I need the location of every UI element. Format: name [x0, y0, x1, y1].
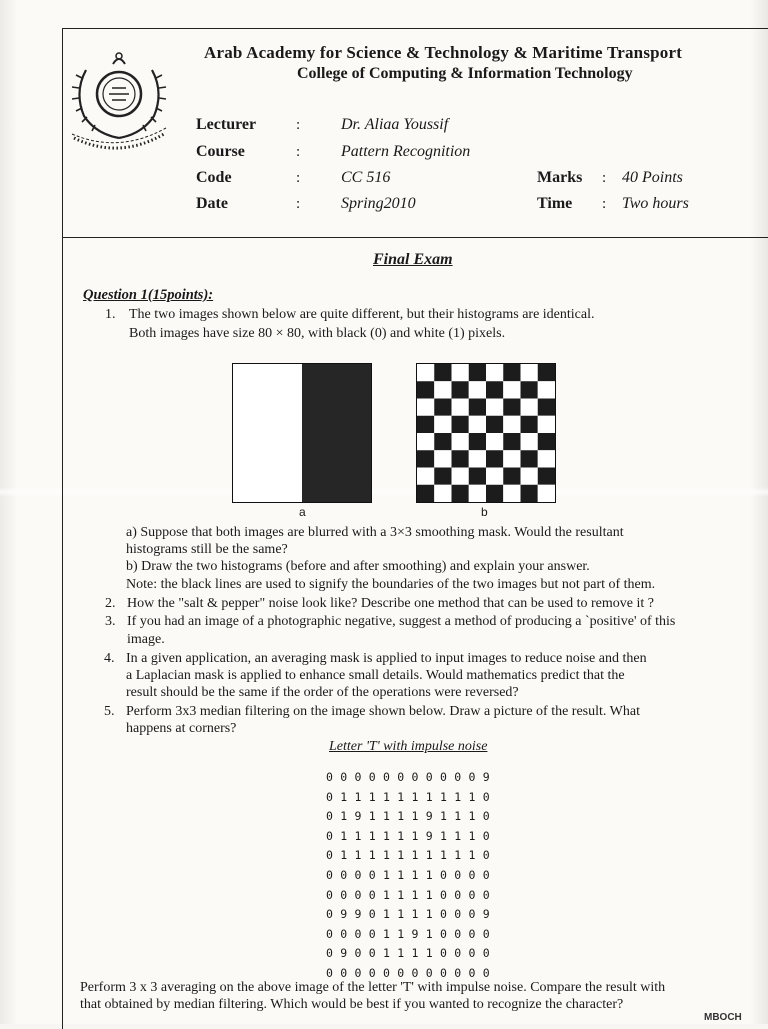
checker-square — [538, 485, 555, 502]
checker-square — [486, 364, 503, 381]
checker-square — [452, 433, 469, 450]
q4-line2: a Laplacian mask is applied to enhance small details. Would mathematics predict that the — [126, 668, 625, 683]
date-colon: : — [296, 196, 301, 212]
checker-square — [503, 416, 520, 433]
checker-square — [538, 433, 555, 450]
checker-square — [503, 381, 520, 398]
checker-square — [417, 381, 434, 398]
checker-square — [469, 450, 486, 467]
checker-square — [521, 381, 538, 398]
course-value: Pattern Recognition — [341, 143, 471, 160]
q1-line1: The two images shown below are quite different, but their histograms are identical. — [129, 307, 595, 322]
checker-square — [469, 416, 486, 433]
checker-square — [538, 399, 555, 416]
checker-square — [521, 433, 538, 450]
matrix-row: 0 1 1 1 1 1 1 1 1 1 1 0 — [326, 789, 490, 804]
q1-number: 1. — [105, 307, 116, 322]
q3-number: 3. — [105, 614, 116, 629]
checker-square — [417, 468, 434, 485]
checker-square — [486, 433, 503, 450]
corner-stamp: MBOCH — [704, 1012, 742, 1023]
image-a-half-black — [232, 363, 372, 503]
checker-square — [469, 433, 486, 450]
matrix-row: 0 1 1 1 1 1 1 1 1 1 1 0 — [326, 848, 490, 863]
checker-square — [417, 364, 434, 381]
marks-value: 40 Points — [622, 169, 683, 186]
matrix-row: 0 0 0 0 1 1 1 1 0 0 0 0 — [326, 867, 490, 882]
header-divider — [62, 237, 768, 238]
checker-square — [538, 416, 555, 433]
checker-square — [503, 485, 520, 502]
matrix-row: 0 1 1 1 1 1 1 9 1 1 1 0 — [326, 828, 490, 843]
time-label: Time — [537, 195, 573, 212]
checker-square — [452, 381, 469, 398]
code-label: Code — [196, 169, 232, 186]
checker-square — [538, 468, 555, 485]
checker-square — [503, 364, 520, 381]
time-colon: : — [602, 196, 607, 212]
q4-number: 4. — [104, 651, 115, 666]
checker-square — [486, 381, 503, 398]
final-line2: that obtained by median filtering. Which would be best if you wanted to recognize the character? — [80, 997, 624, 1012]
q5-number: 5. — [104, 704, 115, 719]
checker-square — [434, 450, 451, 467]
lecturer-label: Lecturer — [196, 116, 257, 133]
code-colon: : — [296, 170, 301, 186]
checker-square — [452, 485, 469, 502]
q1-note: Note: the black lines are used to signify the boundaries of the two images but not part of them. — [126, 577, 656, 592]
course-colon: : — [296, 144, 301, 160]
checker-square — [469, 399, 486, 416]
checker-square — [434, 485, 451, 502]
checker-square — [469, 381, 486, 398]
checker-square — [521, 416, 538, 433]
matrix-row: 0 1 9 1 1 1 1 9 1 1 1 0 — [326, 809, 490, 824]
noise-matrix-title: Letter 'T' with impulse noise — [329, 739, 488, 754]
checker-square — [486, 485, 503, 502]
matrix-row: 0 0 0 0 0 0 0 0 0 0 0 9 — [326, 770, 490, 784]
checker-square — [434, 399, 451, 416]
question-heading: Question 1(15points): — [83, 287, 214, 303]
caption-b: b — [481, 505, 488, 519]
image-b-checkerboard — [416, 363, 556, 503]
checker-square — [503, 450, 520, 467]
q4-line1: In a given application, an averaging mask is applied to input images to reduce noise and then — [126, 651, 647, 666]
checker-square — [417, 485, 434, 502]
q1-part-a-line1: a) Suppose that both images are blurred with a 3×3 smoothing mask. Would the resultant — [126, 525, 624, 540]
checker-square — [417, 416, 434, 433]
checker-square — [434, 416, 451, 433]
checker-square — [452, 416, 469, 433]
checker-square — [503, 468, 520, 485]
checker-square — [521, 468, 538, 485]
checker-square — [452, 468, 469, 485]
marks-colon: : — [602, 170, 607, 186]
checker-square — [521, 450, 538, 467]
q1-part-b: b) Draw the two histograms (before and after smoothing) and explain your answer. — [126, 559, 590, 574]
academy-logo — [66, 42, 172, 152]
institution-name: Arab Academy for Science & Technology & Maritime Transport — [204, 43, 683, 62]
q1-line2: Both images have size 80 × 80, with black (0) and white (1) pixels. — [129, 326, 506, 341]
checker-square — [452, 450, 469, 467]
matrix-row: 0 0 0 0 1 1 9 1 0 0 0 0 — [326, 926, 490, 941]
lecturer-colon: : — [296, 117, 301, 133]
q2-number: 2. — [105, 596, 116, 611]
q1-part-a-line2: histograms still be the same? — [126, 542, 288, 557]
checker-square — [503, 433, 520, 450]
checker-square — [417, 450, 434, 467]
exam-title: Final Exam — [373, 251, 453, 268]
checker-square — [503, 399, 520, 416]
noise-matrix — [326, 770, 490, 986]
caption-a: a — [299, 505, 306, 519]
final-line1: Perform 3 x 3 averaging on the above image of the letter 'T' with impulse noise. Compare the result with — [80, 980, 666, 995]
checker-square — [434, 364, 451, 381]
checker-square — [452, 364, 469, 381]
checker-square — [486, 416, 503, 433]
checker-square — [434, 433, 451, 450]
q5-line2: happens at corners? — [126, 721, 237, 736]
checker-square — [521, 485, 538, 502]
matrix-row: 0 9 0 0 1 1 1 1 0 0 0 0 — [326, 946, 490, 961]
q5-line1: Perform 3x3 median filtering on the image shown below. Draw a picture of the result. What — [126, 704, 640, 719]
code-value: CC 516 — [341, 169, 391, 186]
checker-square — [538, 450, 555, 467]
checker-square — [417, 399, 434, 416]
checker-square — [469, 364, 486, 381]
course-label: Course — [196, 143, 245, 160]
q3-line2: image. — [127, 632, 165, 647]
q3-line1: If you had an image of a photographic negative, suggest a method of producing a `positive' of this — [127, 614, 676, 629]
marks-label: Marks — [537, 169, 583, 186]
q2-text: How the "salt & pepper" noise look like? Describe one method that can be used to remove it ? — [127, 596, 654, 611]
checker-square — [469, 468, 486, 485]
checker-square — [452, 399, 469, 416]
checker-square — [538, 381, 555, 398]
date-label: Date — [196, 195, 228, 212]
matrix-row: 0 9 9 0 1 1 1 1 0 0 0 9 — [326, 907, 490, 922]
checker-square — [521, 399, 538, 416]
checker-square — [521, 364, 538, 381]
checker-square — [417, 433, 434, 450]
checker-square — [486, 399, 503, 416]
checker-square — [538, 364, 555, 381]
lecturer-value: Dr. Aliaa Youssif — [341, 116, 449, 133]
image-a-black-half — [302, 364, 371, 502]
time-value: Two hours — [622, 195, 689, 212]
checker-square — [486, 450, 503, 467]
matrix-row: 0 0 0 0 0 0 0 0 0 0 0 0 — [326, 965, 490, 980]
checker-square — [434, 381, 451, 398]
image-a-white-half — [233, 364, 302, 502]
matrix-row: 0 0 0 0 1 1 1 1 0 0 0 0 — [326, 887, 490, 902]
checker-square — [486, 468, 503, 485]
date-value: Spring2010 — [341, 195, 416, 212]
checker-square — [434, 468, 451, 485]
q4-line3: result should be the same if the order of the operations were reversed? — [126, 685, 519, 700]
college-name: College of Computing & Information Technology — [297, 65, 633, 82]
checker-square — [469, 485, 486, 502]
